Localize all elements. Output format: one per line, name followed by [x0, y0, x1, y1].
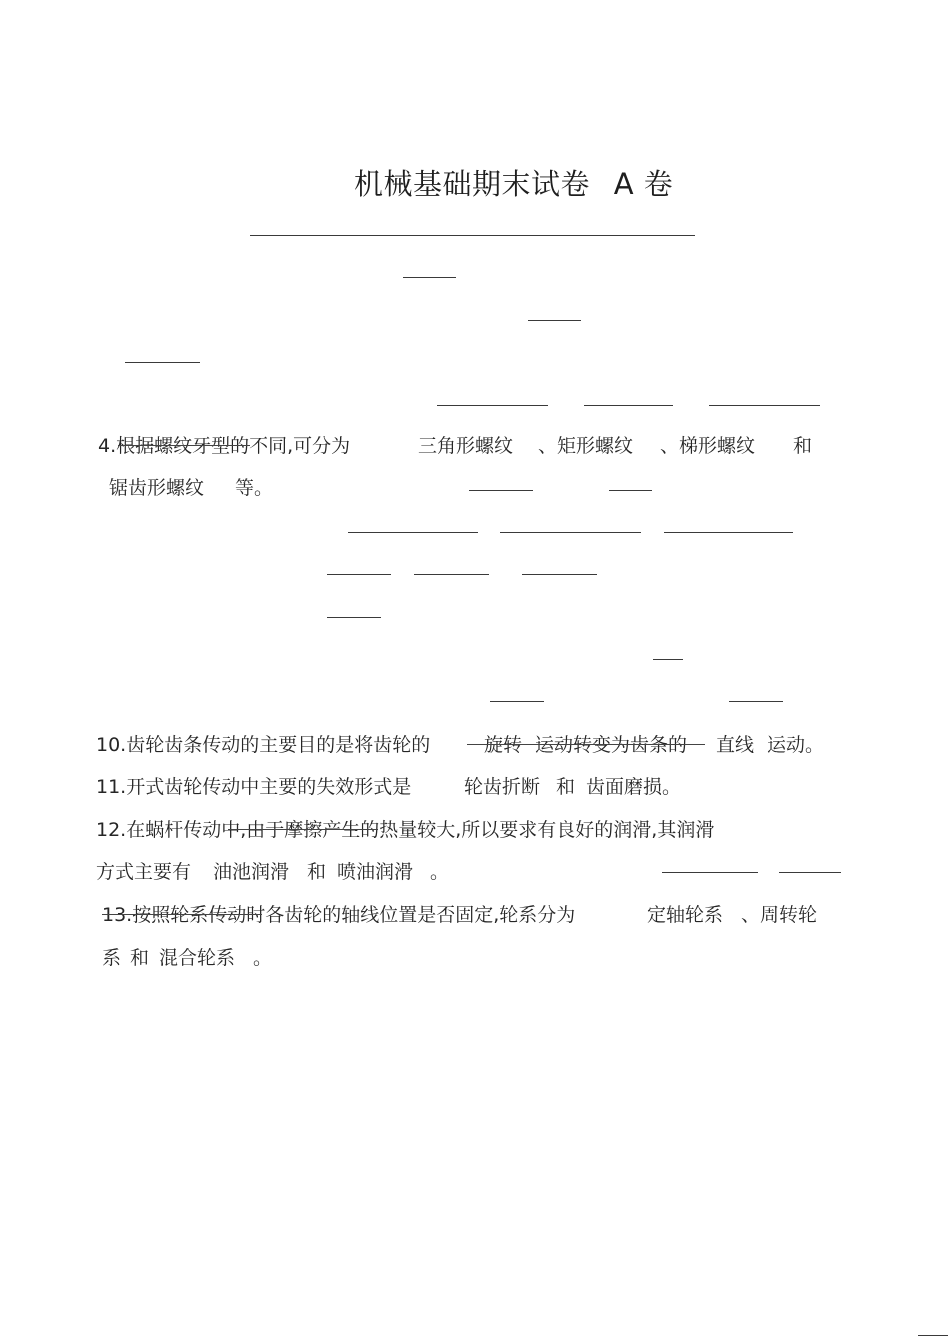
- q13-answer-3: 混合轮系: [159, 947, 236, 969]
- q13-answer-2a: 、周转轮: [741, 904, 818, 926]
- answer-blank-line: [125, 362, 200, 363]
- q4-answer-3: 、梯形螺纹: [660, 435, 756, 457]
- answer-blank-line: [779, 872, 841, 873]
- title-underline: [250, 235, 695, 236]
- answer-blank-line: [729, 701, 783, 702]
- answer-blank-line: [437, 405, 548, 406]
- answer-blank-line: [584, 405, 673, 406]
- answer-blank-line: [500, 532, 641, 533]
- answer-blank-line: [653, 659, 683, 660]
- q11-and: 和: [556, 776, 576, 798]
- q12-end: 。: [430, 861, 450, 883]
- q10-answer-1: 旋转: [484, 734, 523, 756]
- exam-title-main: 机械基础期末试卷: [354, 167, 591, 201]
- answer-blank-line: [664, 532, 793, 533]
- strikethrough-mark: [228, 829, 378, 830]
- q11-answer-2: 齿面磨损。: [586, 776, 682, 798]
- exam-title: [354, 162, 673, 203]
- strikethrough-mark: [467, 744, 705, 745]
- q4-answer-4: 锯齿形螺纹: [109, 477, 205, 499]
- exam-title-suffix: A 卷: [613, 167, 674, 201]
- q4-end: 等。: [235, 477, 274, 499]
- answer-blank-line: [469, 490, 533, 491]
- q11-answer-1: 轮齿折断: [464, 776, 541, 798]
- q13-stem: 13.按照轮系传动时各齿轮的轴线位置是否固定,轮系分为: [102, 904, 576, 926]
- answer-blank-line: [327, 574, 391, 575]
- page-corner-line: [918, 1335, 948, 1336]
- q10-answer-2: 直线: [716, 734, 755, 756]
- q4-answer-2: 、矩形螺纹: [538, 435, 634, 457]
- q12-stem-line1: 12.在蜗杆传动中,由于摩擦产生的热量较大,所以要求有良好的润滑,其润滑: [96, 819, 715, 841]
- answer-blank-line: [662, 872, 758, 873]
- strikethrough-mark: [102, 914, 262, 915]
- answer-blank-line: [327, 617, 381, 618]
- answer-blank-line: [414, 574, 489, 575]
- answer-blank-line: [403, 277, 456, 278]
- answer-blank-line: [522, 574, 597, 575]
- answer-blank-line: [348, 532, 478, 533]
- q13-and: 和: [130, 947, 150, 969]
- q10-middle: 运动转变为齿条的: [535, 734, 688, 756]
- strikethrough-mark: [118, 445, 250, 446]
- q4-and: 和: [793, 435, 813, 457]
- q12-stem-line2: 方式主要有: [96, 861, 192, 883]
- answer-blank-line: [490, 701, 544, 702]
- q13-answer-2b: 系: [102, 947, 122, 969]
- answer-blank-line: [609, 490, 652, 491]
- q13-end: 。: [253, 947, 273, 969]
- q12-answer-2: 喷油润滑: [337, 861, 414, 883]
- q11-stem: 11.开式齿轮传动中主要的失效形式是: [96, 776, 412, 798]
- answer-blank-line: [528, 320, 581, 321]
- answer-blank-line: [709, 405, 820, 406]
- q12-and: 和: [307, 861, 327, 883]
- q4-stem: 4.根据螺纹牙型的不同,可分为: [98, 435, 351, 457]
- q4-answer-1: 三角形螺纹: [418, 435, 514, 457]
- q12-answer-1: 油池润滑: [213, 861, 290, 883]
- q10-stem: 10.齿轮齿条传动的主要目的是将齿轮的: [96, 734, 431, 756]
- q13-answer-1: 定轴轮系: [647, 904, 724, 926]
- q10-end: 运动。: [767, 734, 825, 756]
